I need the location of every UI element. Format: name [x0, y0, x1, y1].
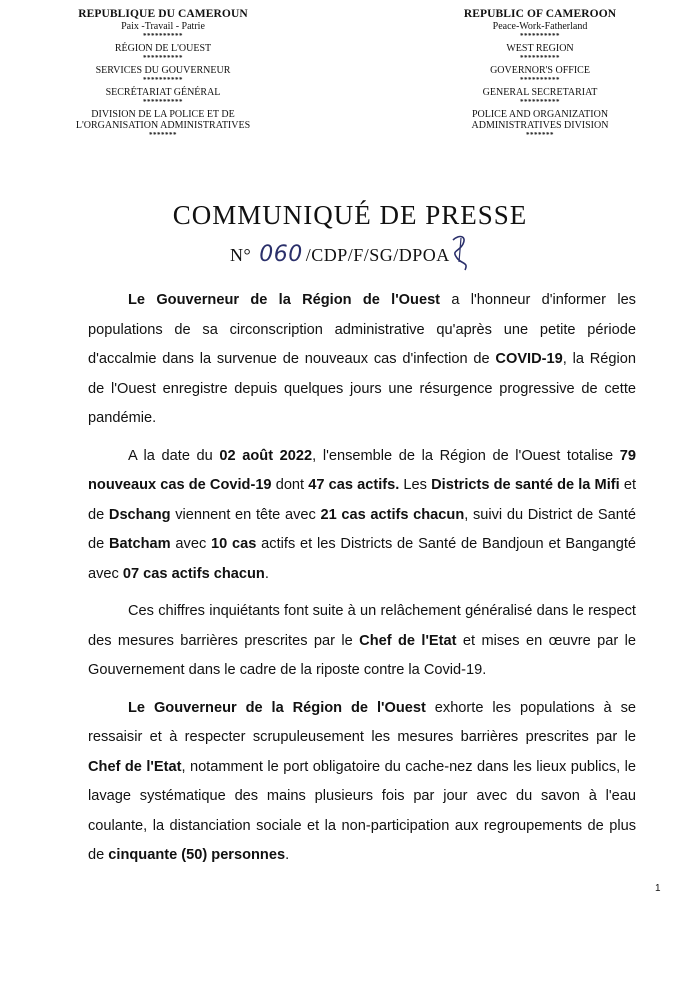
- body-text: Ces chiffres inquiétants font suite à un relâchement généralisé dans le respect des mesures barrières prescrites par le: [88, 603, 636, 649]
- paragraph-2: [88, 442, 636, 590]
- bold-text: Chef de l'Etat: [359, 632, 457, 649]
- body-text: dont: [271, 477, 309, 493]
- body-text: actifs et les Districts de Santé de Bandjoun et Bangangté avec: [88, 536, 636, 582]
- bold-text: cinquante (50) personnes: [108, 847, 286, 863]
- body-text: , l'ensemble de la Région de l'Ouest totalise: [312, 447, 620, 464]
- header-right-english: [420, 8, 660, 139]
- page-marker: 1: [655, 883, 661, 894]
- body-text: avec: [170, 536, 212, 552]
- bold-text: 47 cas actifs.: [308, 477, 400, 493]
- reference-prefix: N°: [230, 245, 252, 265]
- body-text: exhorte les populations à se ressaisir et à respecter scrupuleusement les mesures barrières prescrites par le: [88, 699, 636, 745]
- region-en: WEST REGION: [506, 43, 574, 54]
- reference-suffix: /CDP/F/SG/DPOA: [305, 245, 450, 265]
- country-name-fr: REPUBLIQUE DU CAMEROUN: [78, 8, 248, 20]
- body-text: viennent en tête avec: [170, 506, 321, 523]
- bold-text: Le Gouverneur de la Région de l'Ouest: [128, 292, 441, 308]
- bold-text: 02 août 2022: [219, 447, 313, 464]
- paragraph-1: [88, 286, 636, 434]
- body-text: Les: [399, 477, 432, 493]
- bold-text: Districts de santé de la Mifi: [431, 477, 620, 493]
- body-text: .: [285, 847, 290, 863]
- body-text: , la Région de l'Ouest enregistre depuis quelques jours une résurgence progressive de cette pandémie.: [88, 351, 636, 426]
- paragraph-4: [88, 694, 636, 871]
- motto-fr: Paix -Travail - Patrie: [121, 21, 205, 32]
- body-text: et mises en œuvre par le Gouvernement dans le cadre de la riposte contre la Covid-19.: [88, 632, 636, 678]
- separator-stars: **********: [143, 98, 183, 106]
- division-en-line2: ADMINISTRATIVES DIVISION: [471, 120, 609, 131]
- office-en: GOVERNOR'S OFFICE: [490, 65, 590, 76]
- body-text: , suivi du District de Santé de: [88, 506, 637, 552]
- bold-text: Dschang: [108, 506, 171, 523]
- bold-text: Batcham: [109, 536, 171, 552]
- separator-stars: **********: [520, 54, 560, 62]
- separator-stars: **********: [520, 32, 560, 40]
- bold-text: 07 cas actifs chacun: [122, 565, 265, 582]
- separator-stars: **********: [520, 76, 560, 84]
- separator-stars: **********: [143, 54, 183, 62]
- body-text: et de: [88, 477, 636, 523]
- bold-text: Chef de l'Etat: [88, 758, 182, 775]
- paragraph-3: [88, 597, 636, 686]
- secretariat-fr: SECRÉTARIAT GÉNÉRAL: [105, 87, 221, 98]
- separator-stars: **********: [143, 76, 183, 84]
- division-en-line1: POLICE AND ORGANIZATION: [471, 109, 609, 120]
- reference-number-handwritten: 060: [259, 242, 303, 267]
- document-title: COMMUNIQUÉ DE PRESSE: [172, 200, 528, 230]
- bold-text: 21 cas actifs chacun: [320, 506, 465, 523]
- bold-text: Le Gouverneur de la Région de l'Ouest: [128, 699, 426, 716]
- office-fr: SERVICES DU GOUVERNEUR: [95, 65, 231, 76]
- header-left-french: [38, 8, 288, 139]
- bold-text: COVID-19: [495, 351, 563, 367]
- division-fr-line2: L'ORGANISATION ADMINISTRATIVES: [75, 120, 251, 131]
- division-fr-line1: DIVISION DE LA POLICE ET DE: [91, 109, 235, 120]
- handwritten-mark-icon: [445, 232, 481, 272]
- body-text: , notamment le port obligatoire du cache-nez dans les lieux publics, le lavage systématique des mains plusieurs fois par jour avec du savon à l'eau coulante, la distanciation sociale et la non-participation aux regroupements de plus de: [88, 758, 636, 863]
- body-text: A la date du: [128, 447, 220, 464]
- reference-number: [230, 242, 450, 267]
- country-name-en: REPUBLIC OF CAMEROON: [463, 8, 617, 20]
- secretariat-en: GENERAL SECRETARIAT: [482, 87, 598, 98]
- separator-stars: *******: [149, 131, 177, 139]
- region-fr: RÉGION DE L'OUEST: [114, 43, 212, 54]
- separator-stars: **********: [143, 32, 183, 40]
- body-text: a l'honneur d'informer les populations de sa circonscription administrative qu'après une petite période d'accalmie dans la survenue de nouveaux cas d'infection de: [88, 292, 636, 367]
- bold-text: 79 nouveaux cas de Covid-19: [88, 447, 636, 493]
- motto-en: Peace-Work-Fatherland: [492, 21, 588, 32]
- separator-stars: *******: [526, 131, 554, 139]
- bold-text: 10 cas: [211, 536, 257, 552]
- communique-body: [88, 286, 636, 879]
- separator-stars: **********: [520, 98, 560, 106]
- body-text: .: [264, 565, 269, 582]
